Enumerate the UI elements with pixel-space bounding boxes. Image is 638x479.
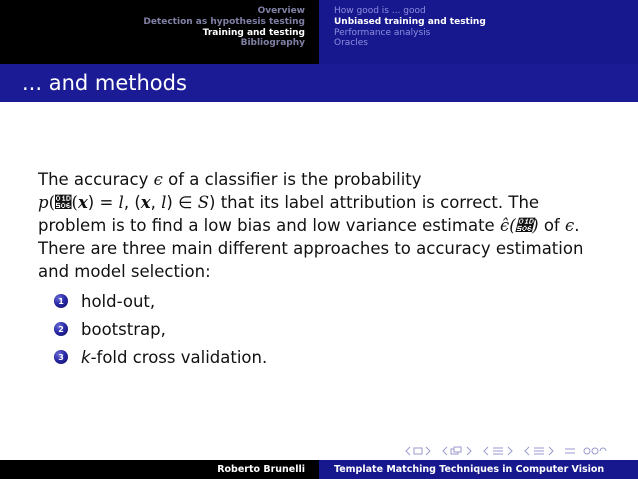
text-segment: . bbox=[574, 216, 580, 235]
list-item bbox=[54, 343, 598, 371]
section-bibliography[interactable]: Bibliography bbox=[240, 38, 305, 49]
formula-close: ) bbox=[209, 193, 216, 212]
text-segment: of bbox=[538, 216, 565, 235]
nav-document-icon[interactable] bbox=[523, 441, 557, 460]
navigation-symbols bbox=[404, 444, 626, 456]
approaches-list bbox=[38, 287, 598, 371]
subsection-nav bbox=[319, 0, 638, 64]
list-item-text: -fold cross validation. bbox=[90, 347, 268, 367]
formula-classifier: (𝔆( bbox=[48, 193, 78, 212]
list-item-text: bootstrap, bbox=[81, 319, 166, 339]
list-item bbox=[54, 315, 598, 343]
text-segment: There are three main different approaches to accuracy estimation and model selection: bbox=[38, 239, 584, 281]
section-training-testing[interactable]: Training and testing bbox=[202, 27, 305, 38]
subsection-unbiased[interactable]: Unbiased training and testing bbox=[334, 16, 486, 27]
formula-eq: ) = bbox=[87, 193, 119, 212]
formula-comma: , bbox=[150, 193, 162, 212]
body-paragraph bbox=[38, 168, 598, 283]
section-overview[interactable]: Overview bbox=[257, 6, 305, 16]
footer-author: Roberto Brunelli bbox=[0, 460, 319, 479]
section-detection[interactable]: Detection as hypothesis testing bbox=[143, 16, 305, 27]
text-segment: problem is to find a low bias and low variance estimate bbox=[38, 216, 500, 235]
k-variable: k bbox=[81, 347, 91, 367]
formula-pair-open: , ( bbox=[123, 193, 141, 212]
subsection-performance[interactable]: Performance analysis bbox=[334, 27, 431, 38]
list-item bbox=[54, 287, 598, 315]
nav-frame-prev-icon[interactable] bbox=[404, 441, 434, 460]
nav-subsection-icon[interactable] bbox=[441, 441, 475, 460]
item-number-badge: 2 bbox=[54, 322, 68, 336]
footer-title: Template Matching Techniques in Computer Vision bbox=[319, 460, 638, 479]
formula-x2: x bbox=[140, 193, 151, 212]
estimate-symbol: ϵ̂(𝔆) bbox=[499, 216, 539, 235]
formula-l2: l bbox=[161, 193, 167, 212]
epsilon-symbol: ϵ bbox=[153, 170, 163, 189]
footer-bar bbox=[0, 460, 638, 479]
formula-l: l bbox=[118, 193, 124, 212]
list-item-text: hold-out, bbox=[81, 291, 156, 311]
formula-S: S bbox=[197, 193, 210, 212]
nav-section-icon[interactable] bbox=[482, 441, 516, 460]
item-number-badge: 1 bbox=[54, 294, 68, 308]
nav-align-icon[interactable] bbox=[564, 441, 576, 460]
formula-in: ) ∈ bbox=[166, 193, 198, 212]
nav-search-icon[interactable] bbox=[583, 441, 609, 460]
formula-x: x bbox=[77, 193, 88, 212]
text-segment: of a classifier is the probability bbox=[162, 170, 422, 189]
epsilon-symbol-2: ϵ bbox=[564, 216, 575, 235]
text-segment: that its label attribution is correct. The bbox=[215, 193, 540, 212]
subsection-oracles[interactable]: Oracles bbox=[334, 38, 368, 49]
section-nav bbox=[0, 0, 319, 64]
slide-content bbox=[38, 168, 598, 371]
text-segment: The accuracy bbox=[38, 170, 154, 189]
item-number-badge: 3 bbox=[54, 350, 68, 364]
formula-p: p bbox=[38, 193, 49, 212]
headline-bar bbox=[0, 0, 638, 64]
subsection-how-good[interactable]: How good is ... good bbox=[334, 6, 426, 16]
frame-title: ... and methods bbox=[0, 64, 638, 102]
